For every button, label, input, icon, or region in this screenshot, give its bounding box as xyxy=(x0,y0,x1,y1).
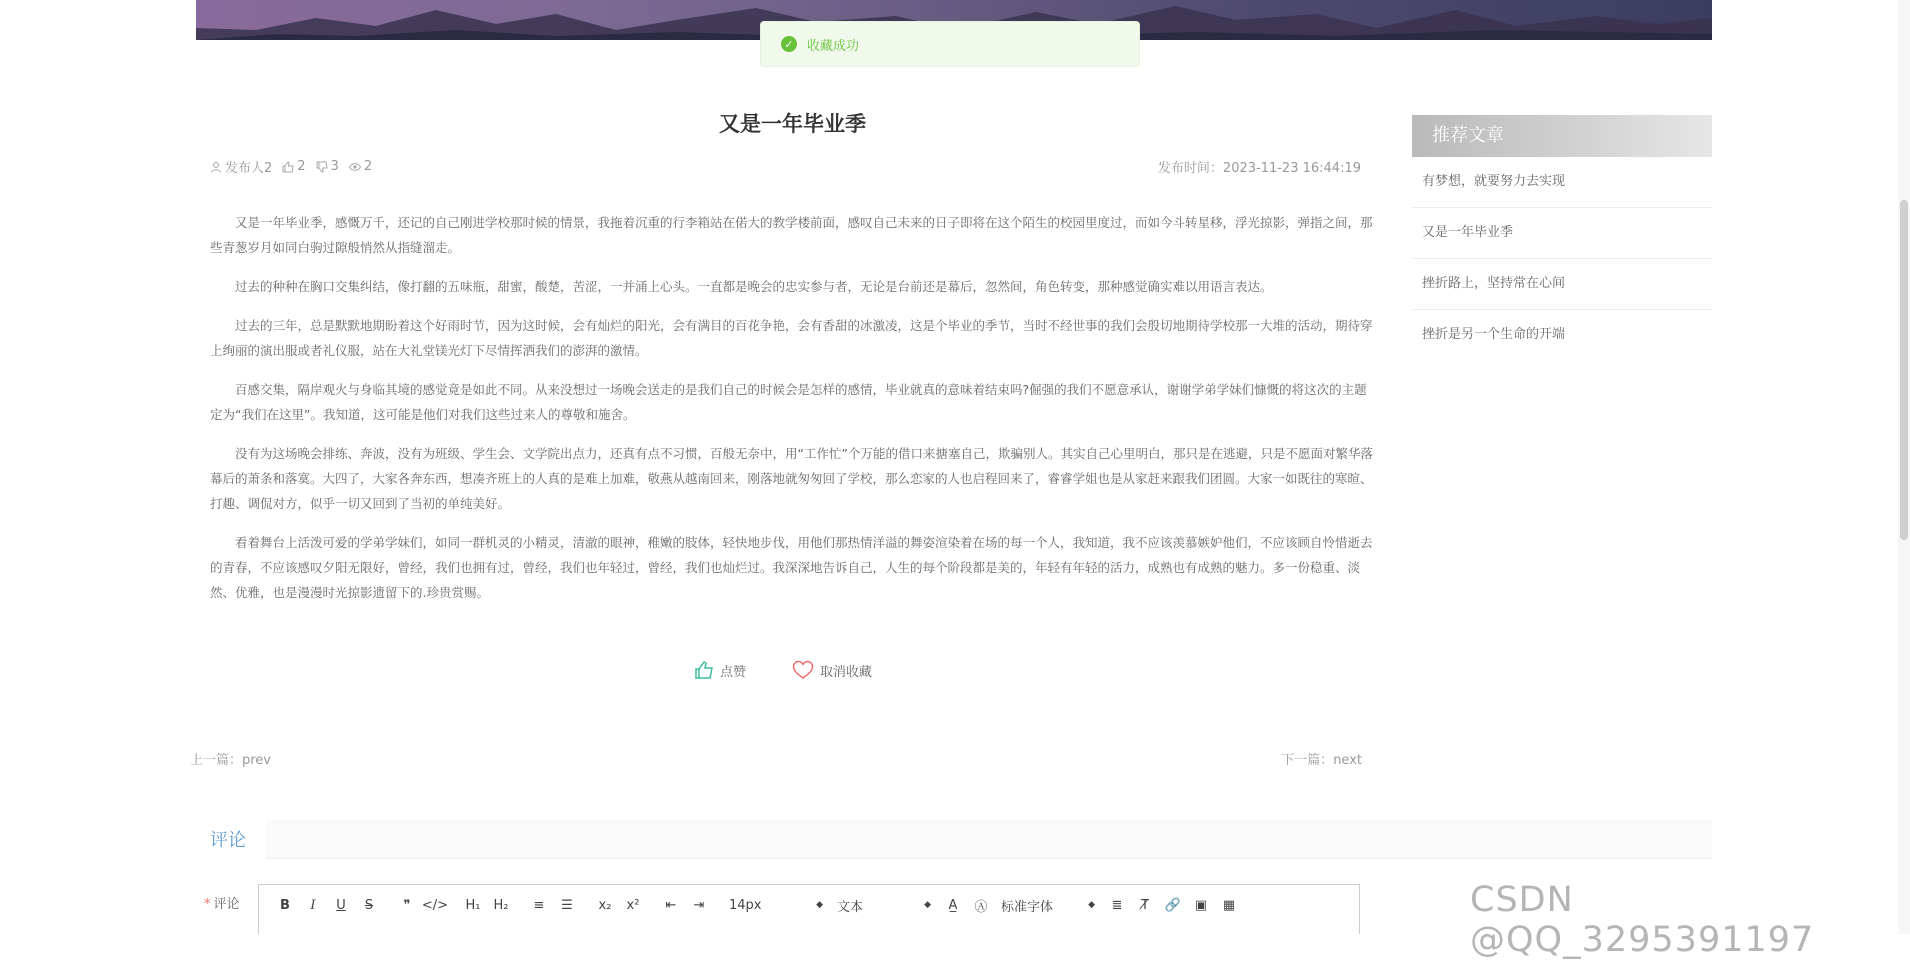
dislike-count: 3 xyxy=(330,159,339,174)
clear-format-icon[interactable]: T̸ xyxy=(1141,897,1149,913)
italic-button[interactable]: I xyxy=(310,897,316,913)
comment-header-bar xyxy=(266,820,1712,859)
next-article-link[interactable]: 下一篇：next xyxy=(1281,753,1362,768)
font-size-value: 14px xyxy=(729,897,762,913)
recommended-article-item[interactable]: 有梦想，就要努力去实现 xyxy=(1412,157,1712,208)
select-arrows-icon: ◆ xyxy=(924,900,931,910)
comment-section-header xyxy=(196,820,1712,858)
recommended-title: 推荐文章 xyxy=(1412,115,1712,157)
view-count-meta xyxy=(349,159,372,174)
user-icon xyxy=(210,161,222,173)
uncollect-button[interactable] xyxy=(792,660,872,680)
recommended-articles-panel xyxy=(1412,115,1712,360)
strikethrough-button[interactable]: S xyxy=(364,897,374,913)
recommended-article-item[interactable]: 挫折是另一个生命的开端 xyxy=(1422,327,1566,342)
align-icon[interactable]: ≣ xyxy=(1111,897,1123,913)
view-count: 2 xyxy=(363,159,373,174)
success-toast xyxy=(760,21,1140,67)
prev-article-link[interactable]: 上一篇：prev xyxy=(190,753,272,768)
heart-icon xyxy=(792,660,814,680)
background-color-icon[interactable]: Ⓐ xyxy=(974,899,988,915)
font-family-value: 标准字体 xyxy=(1001,899,1054,915)
header-style-select[interactable] xyxy=(831,896,939,915)
author-name: 发布人2 xyxy=(225,161,273,176)
editor-toolbar xyxy=(259,885,1359,925)
blockquote-icon[interactable]: ❞ xyxy=(403,897,411,913)
article-paragraph: 过去的种种在胸口交集纠结，像打翻的五味瓶，甜蜜，酸楚，苦涩，一并涌上心头。一直都是晚会的忠实参与者，无论是台前还是幕后，忽然间，角色转变，那种感觉确实难以用语言表达。 xyxy=(235,279,1273,294)
article-meta xyxy=(210,157,372,176)
font-size-select[interactable] xyxy=(723,898,831,913)
article-title: 又是一年毕业季 xyxy=(719,112,866,136)
article-paragraph: 百感交集，隔岸观火与身临其境的感觉竟是如此不同。从来没想过一场晚会送走的是我们自己的时候会是怎样的感情，毕业就真的意味着结束吗?倔强的我们不愿意承认，谢谢学弟学妹们慷慨的将这次的主题定为“我们在这里”。我知道，这可能是他们对我们这些过来人的尊敬和施舍。 xyxy=(210,382,1367,422)
subscript-button[interactable]: x₂ xyxy=(598,897,612,913)
eye-icon xyxy=(349,161,361,173)
font-color-icon[interactable]: A̲ xyxy=(948,897,958,913)
page-scrollbar[interactable] xyxy=(1898,0,1910,934)
publish-time: 发布时间：2023-11-23 16:44:19 xyxy=(1157,161,1361,176)
like-count: 2 xyxy=(297,159,306,174)
required-asterisk-icon: * xyxy=(204,897,211,912)
superscript-button[interactable]: x² xyxy=(626,897,640,913)
recommended-article-item[interactable]: 又是一年毕业季 xyxy=(1412,208,1712,259)
underline-button[interactable]: U xyxy=(336,897,346,913)
article-paragraph: 没有为这场晚会排练、奔波，没有为班级、学生会、文学院出点力，还真有点不习惯，百般无奈中，用“工作忙”个万能的借口来搪塞自己，欺骗别人。其实自己心里明白，那只是在逃避，只是不愿面对繁华落幕后的萧条和落寞。大四了，大家各奔东西，想凑齐班上的人真的是难上加难，敬燕从越南回来，刚落地就匆匆回了学校，那么恋家的人也启程回来了，睿睿学姐也是从家赶来跟我们团圆。大家一如既往的寒暄、打趣、调侃对方，似乎一切又回到了当初的单纯美好。 xyxy=(210,446,1373,511)
csdn-watermark: CSDN @QQ_3295391197 xyxy=(1470,880,1815,960)
author-meta xyxy=(210,157,272,176)
heading1-button[interactable]: H₁ xyxy=(465,897,481,913)
comment-rich-text-editor[interactable] xyxy=(258,884,1360,934)
toast-message: 收藏成功 xyxy=(807,38,860,54)
video-icon[interactable]: ▦ xyxy=(1222,897,1236,913)
thumbs-up-icon xyxy=(282,161,294,173)
uncollect-label: 取消收藏 xyxy=(820,664,873,680)
font-family-select[interactable] xyxy=(995,896,1103,915)
recommended-article-item[interactable]: 挫折路上，坚持常在心间 xyxy=(1412,259,1712,310)
article-paragraph: 过去的三年，总是默默地期盼着这个好雨时节，因为这时候，会有灿烂的阳光，会有满目的百花争艳，会有香甜的冰激凌，这是个毕业的季节，当时不经世事的我们会殷切地期待学校那一大堆的活动，期待穿上绚丽的演出服或者礼仪服，站在大礼堂镁光灯下尽情挥洒我们的澎湃的激情。 xyxy=(210,318,1373,358)
image-icon[interactable]: ▣ xyxy=(1194,897,1208,913)
ordered-list-icon[interactable]: ≡ xyxy=(533,897,545,913)
outdent-icon[interactable]: ⇤ xyxy=(665,897,677,913)
check-circle-icon: ✓ xyxy=(781,36,797,52)
code-block-icon[interactable]: </> xyxy=(421,897,449,913)
article-actions xyxy=(694,660,872,680)
indent-icon[interactable]: ⇥ xyxy=(693,897,705,913)
select-arrows-icon: ◆ xyxy=(816,900,823,910)
dislike-count-meta xyxy=(316,159,339,174)
comment-label-text: 评论 xyxy=(213,897,240,912)
link-icon[interactable]: 🔗 xyxy=(1164,897,1182,913)
thumbs-up-icon xyxy=(694,660,714,680)
comment-section-title: 评论 xyxy=(210,830,246,851)
article-body xyxy=(210,210,1373,619)
like-button[interactable] xyxy=(694,660,746,680)
article-paragraph: 又是一年毕业季，感慨万千，还记的自己刚进学校那时候的情景，我拖着沉重的行李箱站在偌大的教学楼前面，感叹自己未来的日子即将在这个陌生的校园里度过，而如今斗转星移，浮光掠影，弹指之间，那些青葱岁月如同白驹过隙般悄然从指缝溜走。 xyxy=(210,215,1373,255)
heading2-button[interactable]: H₂ xyxy=(493,897,509,913)
article-paragraph: 看着舞台上活泼可爱的学弟学妹们，如同一群机灵的小精灵，清澈的眼神，稚嫩的肢体，轻快地步伐，用他们那热情洋溢的舞姿渲染着在场的每一个人，我知道，我不应该羡慕嫉妒他们，不应该顾自怜惜逝去的青春，不应该感叹夕阳无限好，曾经，我们也拥有过，曾经，我们也年轻过，曾经，我们也灿烂过。我深深地告诉自己，人生的每个阶段都是美的，年轻有年轻的活力，成熟也有成熟的魅力。多一份稳重、淡然、优雅，也是漫漫时光掠影遗留下的.珍贵赏赐。 xyxy=(210,535,1373,600)
bold-button[interactable]: B xyxy=(280,897,290,913)
thumbs-down-icon xyxy=(316,161,328,173)
like-label: 点赞 xyxy=(720,664,747,680)
select-arrows-icon: ◆ xyxy=(1088,900,1095,910)
header-style-value: 文本 xyxy=(837,899,864,915)
like-count-meta xyxy=(282,159,305,174)
comment-field-label xyxy=(204,893,240,912)
scrollbar-thumb[interactable] xyxy=(1900,200,1908,540)
bullet-list-icon[interactable]: ☰ xyxy=(561,897,573,913)
